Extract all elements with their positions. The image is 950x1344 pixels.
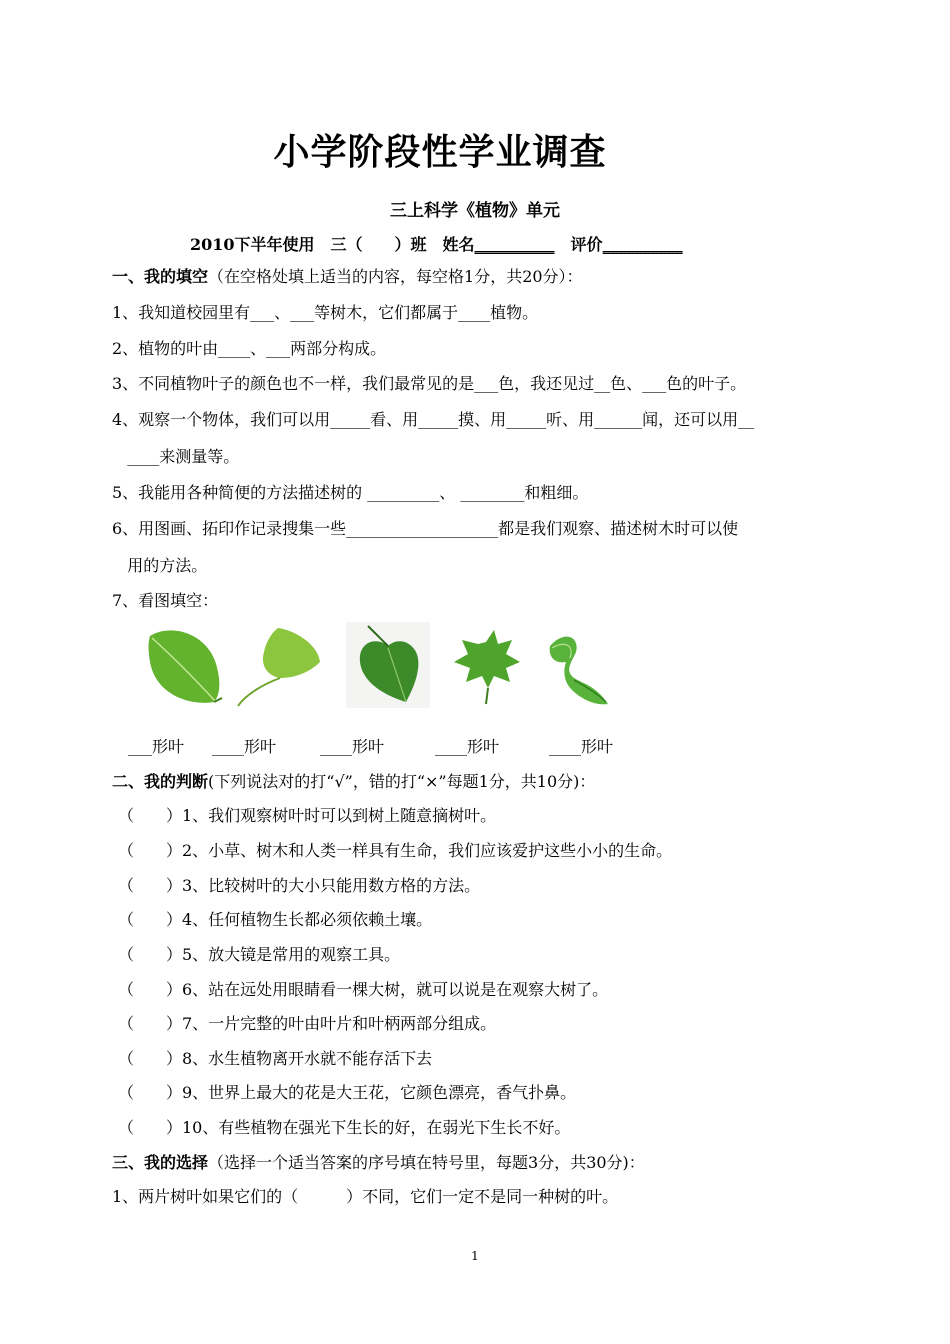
judge-item-1: （ ）1、我们观察树叶时可以到树上随意摘树叶。 bbox=[118, 806, 497, 825]
leaf-label-4: ____形叶 bbox=[435, 737, 500, 756]
info-prefix: 2010下半年使用 三（ ）班 姓名 bbox=[190, 235, 475, 254]
parallel-leaf-image bbox=[544, 622, 616, 708]
palmate-leaf-image bbox=[450, 622, 524, 708]
leaf-label-1: ___形叶 bbox=[128, 737, 185, 756]
name-blank[interactable]: __________ bbox=[474, 235, 555, 254]
section2-note: (下列说法对的打“√”，错的打“×”每题1分，共10分)： bbox=[208, 772, 596, 791]
page-title: 小学阶段性学业调查 bbox=[273, 132, 607, 173]
fill-item-2: 2、植物的叶由____、___两部分构成。 bbox=[112, 339, 387, 358]
judge-item-4: （ ）4、任何植物生长都必须依赖土壤。 bbox=[118, 910, 433, 929]
fill-item-3: 3、不同植物叶子的颜色也不一样，我们最常见的是___色，我还见过__色、___色的叶子。 bbox=[112, 374, 747, 393]
ginkgo-leaf-image bbox=[234, 622, 322, 708]
student-info-line bbox=[190, 232, 683, 255]
section3-note: （选择一个适当答案的序号填在特号里，每题3分，共30分)： bbox=[208, 1153, 645, 1172]
oval-leaf-image bbox=[142, 622, 226, 708]
leaf-label-3: ____形叶 bbox=[320, 737, 385, 756]
fill-item-4-cont: ____来测量等。 bbox=[112, 447, 240, 466]
leaf-label-2: ____形叶 bbox=[212, 737, 277, 756]
section1-note: （在空格处填上适当的内容，每空格1分，共20分）： bbox=[208, 267, 583, 286]
heart-leaf-image bbox=[346, 622, 430, 708]
leaf-label-5: ____形叶 bbox=[549, 737, 614, 756]
fill-item-7: 7、看图填空： bbox=[112, 591, 219, 610]
judge-item-9: （ ）9、世界上最大的花是大王花，它颜色漂亮，香气扑鼻。 bbox=[118, 1083, 577, 1102]
page-subtitle: 三上科学《植物》单元 bbox=[390, 201, 560, 221]
section1-heading: 一、我的填空 bbox=[112, 267, 209, 286]
section3-header bbox=[112, 1152, 645, 1174]
fill-item-6: 6、用图画、拓印作记录搜集一些___________________都是我们观察、描述树木时可以使 bbox=[112, 519, 739, 538]
fill-item-1: 1、我知道校园里有___、___等树木，它们都属于____植物。 bbox=[112, 303, 539, 322]
fill-item-5: 5、我能用各种简便的方法描述树的 _________、 ________和粗细。 bbox=[112, 483, 589, 502]
section2-header bbox=[112, 771, 595, 793]
judge-item-5: （ ）5、放大镜是常用的观察工具。 bbox=[118, 945, 401, 964]
section1-header bbox=[112, 266, 583, 288]
judge-item-2: （ ）2、小草、树木和人类一样具有生命，我们应该爱护这些小小的生命。 bbox=[118, 841, 673, 860]
fill-item-4: 4、观察一个物体，我们可以用_____看、用_____摸、用_____听、用______闻，还可以用__ bbox=[112, 410, 755, 429]
judge-item-7: （ ）7、一片完整的叶由叶片和叶柄两部分组成。 bbox=[118, 1014, 497, 1033]
judge-item-3: （ ）3、比较树叶的大小只能用数方格的方法。 bbox=[118, 876, 481, 895]
section2-heading: 二、我的判断 bbox=[112, 772, 209, 791]
judge-item-6: （ ）6、站在远处用眼睛看一棵大树，就可以说是在观察大树了。 bbox=[118, 980, 609, 999]
judge-item-10: （ ）10、有些植物在强光下生长的好，在弱光下生长不好。 bbox=[118, 1118, 571, 1137]
judge-item-8: （ ）8、水生植物离开水就不能存活下去 bbox=[118, 1049, 433, 1068]
eval-label: 评价 bbox=[554, 235, 603, 254]
section3-heading: 三、我的选择 bbox=[112, 1153, 209, 1172]
fill-item-6-cont: 用的方法。 bbox=[112, 556, 208, 575]
eval-blank[interactable]: __________ bbox=[602, 235, 683, 254]
page-number: 1 bbox=[471, 1249, 479, 1263]
choice-item-1: 1、两片树叶如果它们的（ ）不同，它们一定不是同一种树的叶。 bbox=[112, 1187, 619, 1206]
